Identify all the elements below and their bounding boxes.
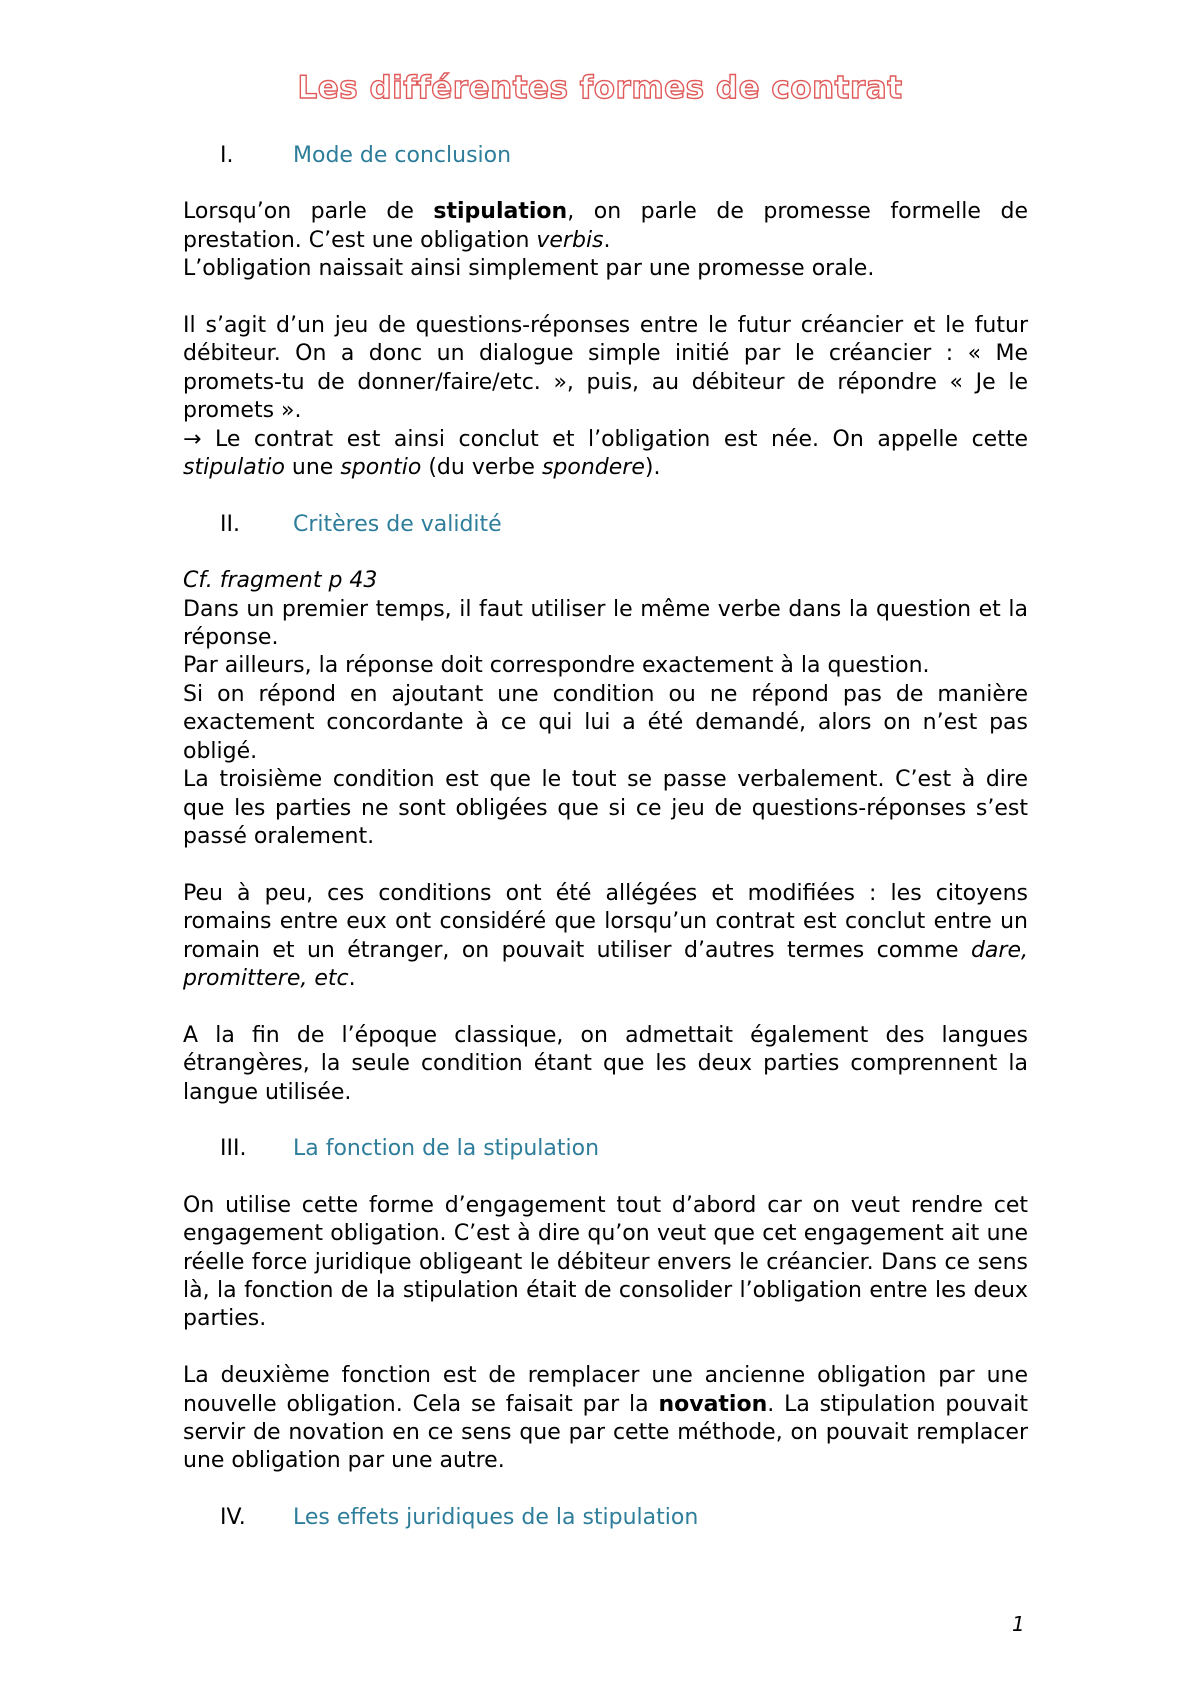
text-run: Lorsqu’on parle de: [183, 199, 434, 225]
text-line: L’obligation naissait ainsi simplement par une promesse orale.: [183, 256, 875, 282]
text-run: une: [284, 455, 341, 481]
italic-term: spontio: [340, 455, 422, 481]
paragraph: [183, 198, 1028, 283]
text-run: . La stipulation pouvait servir de novation en ce sens que par cette méthode, on pouvait remplacer une obligation par une autre.: [183, 1391, 1028, 1474]
text-line: Si on répond en ajoutant une condition ou ne répond pas de manière exactement concordante à ce qui lui a été demandé, alors on n’est pas obligé.: [183, 681, 1028, 764]
text-run: (du verbe: [421, 455, 542, 481]
bold-term: novation: [658, 1391, 768, 1417]
section-number: II.: [220, 511, 240, 537]
text-run: Le contrat est ainsi conclut et l’obligation est née. On appelle cette: [201, 426, 1028, 452]
section-number: III.: [220, 1136, 247, 1162]
section-title: Mode de conclusion: [293, 143, 512, 168]
paragraph: On utilise cette forme d’engagement tout d’abord car on veut rendre cet engagement obligation. C’est à dire qu’on veut que cet engagement ait une réelle force juridique obligeant le débiteur envers le créancier. Dans ce sens là, la fonction de la stipulation était de consolider l’obligation entre les deux parties.: [183, 1192, 1028, 1332]
section-number: IV.: [220, 1505, 246, 1531]
text-line: Il s’agit d’un jeu de questions-réponses entre le futur créancier et le futur débiteur. On a donc un dialogue simple initié par le créancier : « Me promets-tu de donner/faire/etc. », puis, au débiteur de répondre « Je le promets ».: [183, 313, 1028, 424]
reference-note: Cf. fragment p 43: [183, 568, 378, 594]
text-line: Par ailleurs, la réponse doit correspondre exactement à la question.: [183, 653, 930, 679]
text-run: ).: [644, 455, 661, 481]
text-run: La deuxième fonction est de remplacer une ancienne obligation par une nouvelle obligation. Cela se faisait par la: [183, 1363, 1028, 1417]
paragraph: [183, 567, 1028, 851]
bold-term: stipulation: [433, 199, 568, 225]
italic-term: spondere: [541, 455, 645, 481]
section-heading-3: [183, 1135, 1028, 1163]
text-line: Dans un premier temps, il faut utiliser le même verbe dans la question et la réponse.: [183, 596, 1028, 651]
italic-term: stipulatio: [183, 455, 285, 481]
paragraph: A la fin de l’époque classique, on admettait également des langues étrangères, la seule condition étant que les deux parties comprennent la langue utilisée.: [183, 1022, 1028, 1105]
italic-term: dare, promittere, etc: [183, 937, 1028, 991]
paragraph: [183, 312, 1028, 482]
text-line: La troisième condition est que le tout se passe verbalement. C’est à dire que les parties ne sont obligées que si ce jeu de questions-réponses s’est passé oralement.: [183, 767, 1028, 849]
section-heading-4: [183, 1504, 1028, 1532]
page-number: 1: [1012, 1612, 1025, 1636]
paragraph: [183, 880, 1028, 994]
section-title: Les effets juridiques de la stipulation: [293, 1505, 699, 1531]
section-heading-2: [183, 511, 1028, 539]
document-body: [183, 142, 1028, 1561]
text-run: .: [348, 965, 356, 991]
arrow-icon: →: [183, 426, 202, 452]
section-heading-1: [183, 142, 1028, 170]
text-run: Peu à peu, ces conditions ont été allégées et modifiées : les citoyens romains entre eux ont considéré que lorsqu’un contrat est conclut entre un romain et un étranger, on pouvait utiliser d’autres termes comme: [183, 880, 1028, 963]
document-title: Les différentes formes de contrat: [297, 70, 903, 106]
text-run: .: [603, 227, 611, 253]
section-title: Critères de validité: [293, 511, 502, 537]
italic-term: verbis: [536, 227, 604, 253]
section-title: La fonction de la stipulation: [293, 1136, 600, 1162]
section-number: I.: [220, 143, 234, 168]
paragraph: [183, 1362, 1028, 1476]
text-run: , on parle de promesse formelle de prestation. C’est une obligation: [183, 199, 1028, 253]
